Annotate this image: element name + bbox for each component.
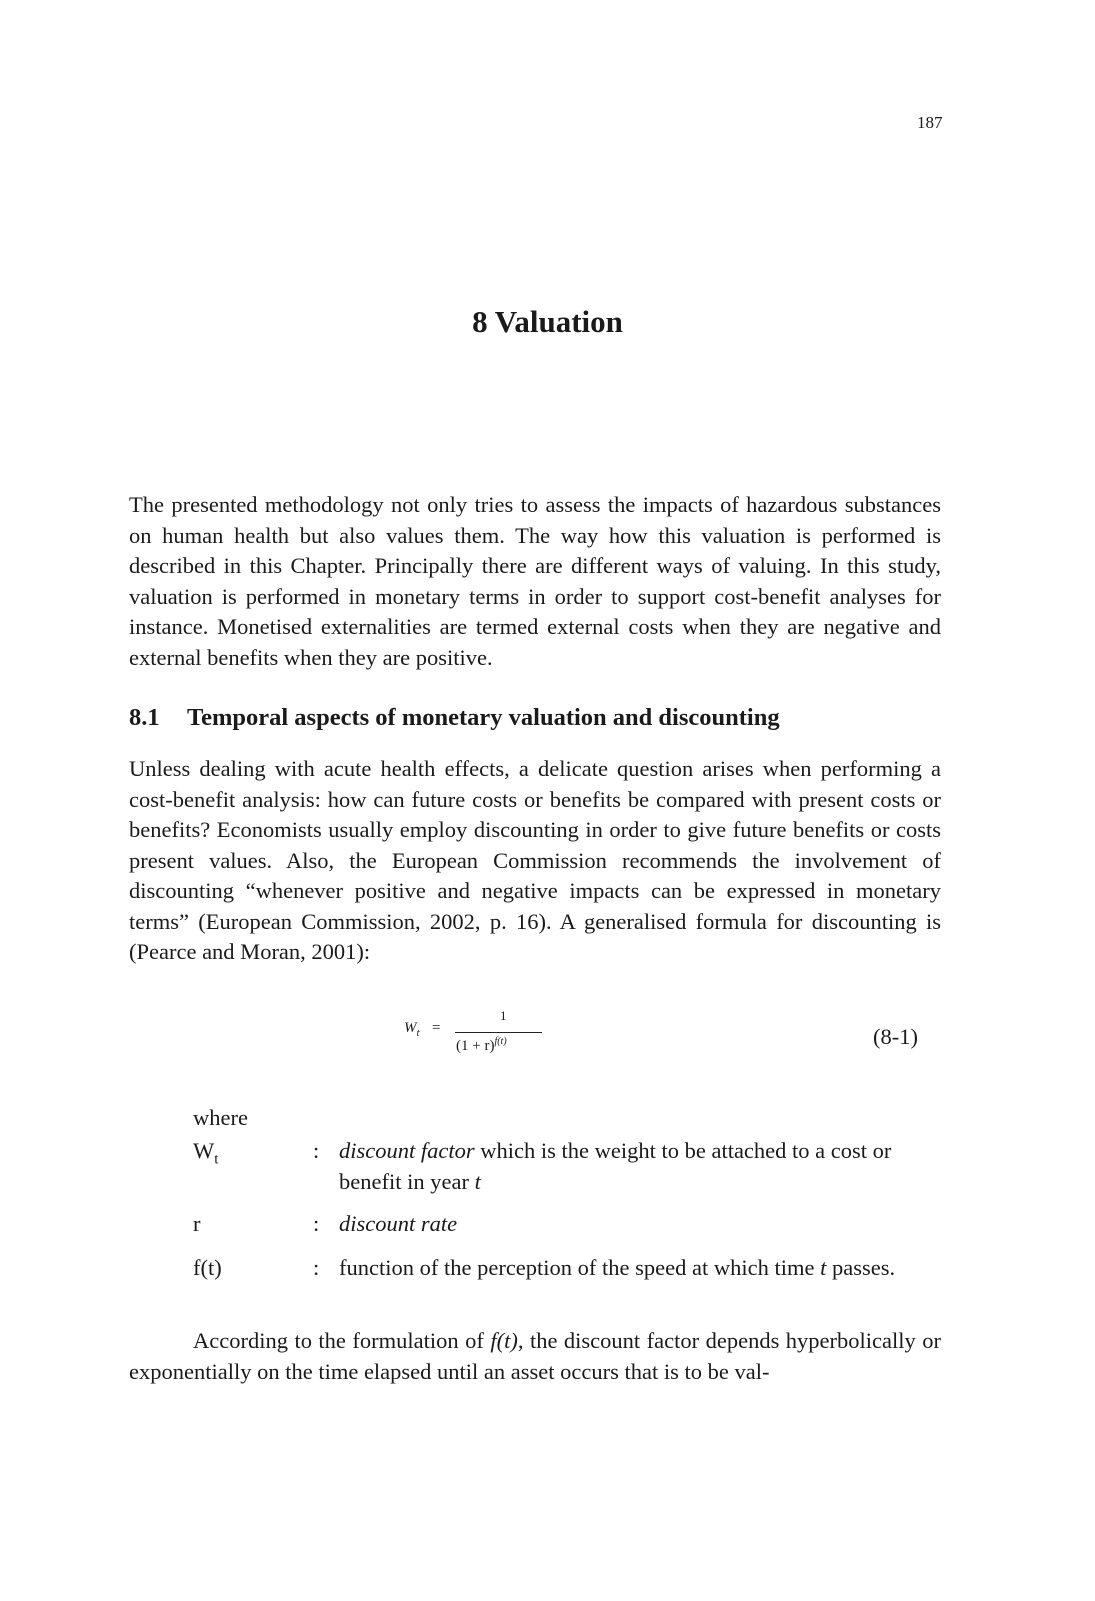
section-number: 8.1 bbox=[129, 704, 160, 731]
fraction-bar bbox=[455, 1032, 542, 1033]
definition-symbol: r bbox=[193, 1211, 201, 1236]
section-heading bbox=[129, 704, 941, 732]
definition-symbol: f(t) bbox=[193, 1255, 222, 1280]
equation-equals: = bbox=[432, 1020, 441, 1036]
equation-label: (8-1) bbox=[873, 1024, 918, 1049]
intro-paragraph: The presented methodology not only tries to assess the impacts of hazardous substances on human health but also values them. The way how this valuation is performed is described in this Chapter. Principally there are different ways of valuing. In this study, valuation is performed in monetary terms in order to support cost-benefit analyses for instance. Monetised externalities are termed external costs when they are negative and external benefits when they are positive. bbox=[129, 492, 941, 670]
discount-equation bbox=[400, 1008, 600, 1068]
definition-colon: : bbox=[313, 1255, 320, 1280]
definition-text: discount factor which is the weight to be attached to a cost or benefit in year t bbox=[339, 1138, 892, 1194]
equation-lhs: $W_t$ bbox=[404, 1020, 420, 1039]
definition-colon: : bbox=[313, 1138, 320, 1163]
definition-text: discount rate bbox=[339, 1211, 458, 1236]
definition-symbol: $W_t$ bbox=[193, 1138, 219, 1168]
closing-paragraph: According to the formulation of f(t), the discount factor depends hyperbolically or exponentially on the time elapsed until an asset occurs that is to be val- bbox=[129, 1328, 941, 1384]
equation-denominator: $(1 + r)^{f(t)}$ bbox=[456, 1036, 507, 1054]
page-number: 187 bbox=[917, 113, 943, 132]
definition-colon: : bbox=[313, 1211, 320, 1236]
equation-numerator: 1 bbox=[500, 1008, 507, 1023]
where-label: where bbox=[193, 1105, 248, 1130]
section-paragraph: Unless dealing with acute health effects, a delicate question arises when performing a cost-benefit analysis: how can future costs or benefits be compared with present costs or benefits? Economists usually employ discounting in order to give future benefits or costs present values. Also, the European Commission recommends the involvement of discounting “whenever positive and negative impacts can be expressed in monetary terms” (European Commission, 2002, p. 16). A generalised formula for discounting is (Pearce and Moran, 2001): bbox=[129, 756, 941, 964]
chapter-title: 8 Valuation bbox=[472, 304, 623, 339]
definition-text: function of the perception of the speed at which time t passes. bbox=[339, 1255, 896, 1280]
section-title: Temporal aspects of monetary valuation and discounting bbox=[187, 704, 780, 731]
